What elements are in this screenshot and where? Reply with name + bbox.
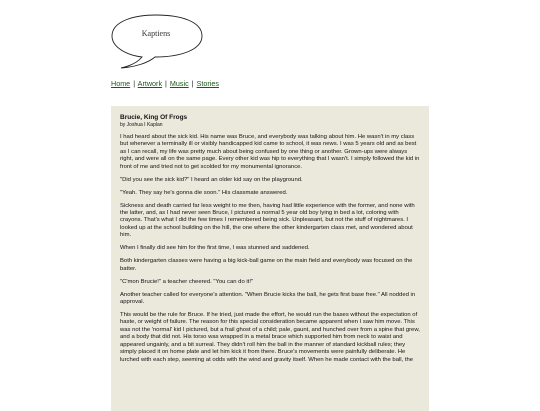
main-nav — [111, 79, 219, 88]
site-logo[interactable] — [108, 12, 213, 70]
speech-bubble-icon — [108, 12, 213, 70]
story-byline: by Joshua I Kaplan — [120, 121, 163, 128]
story-paragraph: When I finally did see him for the first time, I was stunned and saddened. — [120, 245, 310, 252]
nav-stories-link[interactable]: Stories — [196, 79, 219, 88]
nav-music-link[interactable]: Music — [169, 79, 189, 88]
nav-separator: | — [191, 79, 194, 88]
nav-home-link[interactable]: Home — [111, 79, 131, 88]
story-paragraph: Another teacher called for everyone's attention. "When Brucie kicks the ball, he gets first base free." All nodded in approval. — [120, 291, 416, 306]
nav-separator: | — [165, 79, 167, 88]
nav-artwork-link[interactable]: Artwork — [137, 79, 163, 88]
story-paragraph: Both kindergarten classes were having a big kick-ball game on the main field and everybody was focused on the batter. — [120, 258, 413, 272]
story-panel — [111, 106, 429, 411]
logo-text: Kaptiens — [141, 29, 171, 38]
story-paragraph: Sickness and death carried far less weight to me then, having had little experience with the former, and none with the latter, and, as I had never seen Bruce, I pictured a normal 5 year old boy lying in bed a lot, coloring with crayons. That's what I did the few times I remembered being sick. Unpleasant, but not the stuff of nightmares. I looked up at the school building on the hill, the one where the other kindergarten class met, and wondered about him. — [120, 202, 415, 239]
story-paragraph: I had heard about the sick kid. His name was Bruce, and everybody was talking about him. He wasn't in my class but whenever a terminally ill or visibly handicapped kid came to school, it was news. I was 5 years old and as best as I can recall, my life was pretty much about being confused by one thing or another. Grown-ups were always right, and were all on the same page. Every other kid was hip to everything that I wasn't. I simply followed the kid in front of me and tried not to get scolded for my monumental ignorance. — [120, 134, 420, 170]
story-paragraph: "Did you see the sick kid?" I heard an older kid say on the playground. — [120, 176, 303, 183]
story-title: Brucie, King Of Frogs — [120, 114, 188, 121]
story-paragraph: "Yeah. They say he's gonna die soon." His classmate answered. — [120, 189, 288, 196]
nav-separator: | — [133, 79, 136, 88]
story-paragraph: This would be the rule for Bruce. If he tried, just made the effort, he would run the bases without the expectation of haste, or weight of failure. The reason for this special consideration became apparent when I saw him move. This was not the 'normal' kid I pictured, but a frail ghost of a child; pale, gaunt, and hunched over from a spine that grew, and a body that did not. His torso was wrapped in a metal brace which supported him from neck to waist and appeared ungainly, and a bit surreal. They didn't roll him the ball in the manner of standard kickball rules; they simply placed it on home plate and let him kick it from there. Bruce's movements were painfully deliberate. He lurched with each step, seeming at odds with the wind and gravity itself. When he made contact with the ball, the — [120, 312, 420, 363]
story-paragraph: "C'mon Brucie!" a teacher cheered. "You can do it!" — [120, 278, 254, 285]
